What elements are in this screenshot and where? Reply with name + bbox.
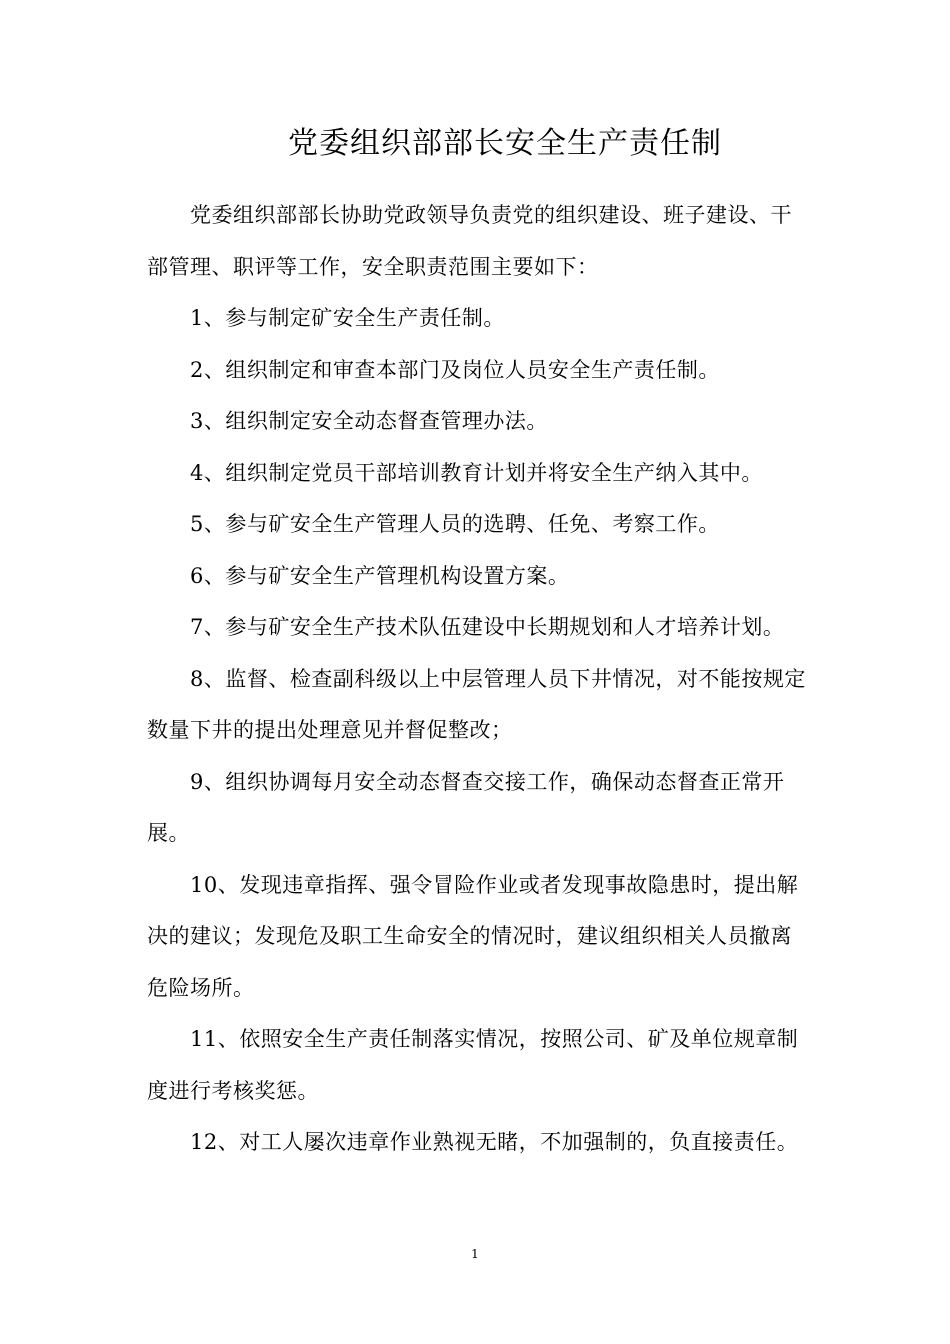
list-item bbox=[147, 860, 809, 1015]
list-item bbox=[147, 654, 809, 757]
item-text: 、参与矿安全生产技术队伍建设中长期规划和人才培养计划。 bbox=[203, 615, 785, 639]
item-number: 1 bbox=[190, 306, 204, 330]
intro-paragraph: 党委组织部部长协助党政领导负责党的组织建设、班子建设、干部管理、职评等工作，安全职责范围主要如下： bbox=[147, 203, 792, 279]
item-text: 、参与制定矿安全生产责任制。 bbox=[203, 306, 505, 330]
item-text: 、依照安全生产责任制落实情况，按照公司、矿及单位规章制度进行考核奖惩。 bbox=[147, 1027, 799, 1103]
item-number: 9 bbox=[190, 769, 204, 794]
list-item bbox=[147, 293, 809, 345]
item-number: 8 bbox=[190, 666, 204, 691]
item-text: 、组织制定和审查本部门及岗位人员安全生产责任制。 bbox=[203, 357, 720, 382]
list-item bbox=[147, 448, 809, 500]
item-number: 4 bbox=[190, 460, 204, 485]
item-text: 、监督、检查副科级以上中层管理人员下井情况，对不能按规定数量下井的提出处理意见并督促整改； bbox=[147, 666, 806, 742]
item-text: 、组织协调每月安全动态督查交接工作，确保动态督查正常开展。 bbox=[147, 769, 785, 845]
page-number: 1 bbox=[471, 1247, 479, 1261]
item-number: 7 bbox=[190, 615, 204, 639]
item-number: 6 bbox=[190, 563, 204, 588]
item-number: 11 bbox=[190, 1027, 218, 1051]
list-item bbox=[147, 551, 809, 603]
document-title: 党委组织部部长安全生产责任制 bbox=[288, 126, 722, 161]
list-item bbox=[147, 602, 809, 654]
item-text: 、组织制定安全动态督查管理办法。 bbox=[203, 409, 548, 433]
list-item bbox=[147, 396, 809, 448]
item-text: 、组织制定党员干部培训教育计划并将安全生产纳入其中。 bbox=[203, 460, 763, 485]
item-number: 5 bbox=[190, 512, 204, 536]
item-text: 、参与矿安全生产管理机构设置方案。 bbox=[203, 563, 570, 588]
item-text: 、发现违章指挥、强令冒险作业或者发现事故隐患时，提出解决的建议；发现危及职工生命安全的情况时，建议组织相关人员撤离危险场所。 bbox=[147, 872, 799, 1000]
list-item bbox=[147, 757, 809, 860]
item-number: 10 bbox=[190, 872, 218, 897]
item-text: 、对工人屡次违章作业熟视无睹，不加强制的，负直接责任。 bbox=[217, 1130, 799, 1154]
list-item bbox=[147, 345, 809, 397]
item-number: 12 bbox=[190, 1130, 218, 1154]
list-item bbox=[147, 499, 809, 551]
item-number: 2 bbox=[190, 357, 204, 382]
list-item bbox=[147, 1117, 809, 1169]
item-number: 3 bbox=[190, 409, 204, 433]
document-body bbox=[147, 190, 809, 1169]
list-item bbox=[147, 1014, 809, 1117]
item-text: 、参与矿安全生产管理人员的选聘、任免、考察工作。 bbox=[203, 512, 720, 536]
